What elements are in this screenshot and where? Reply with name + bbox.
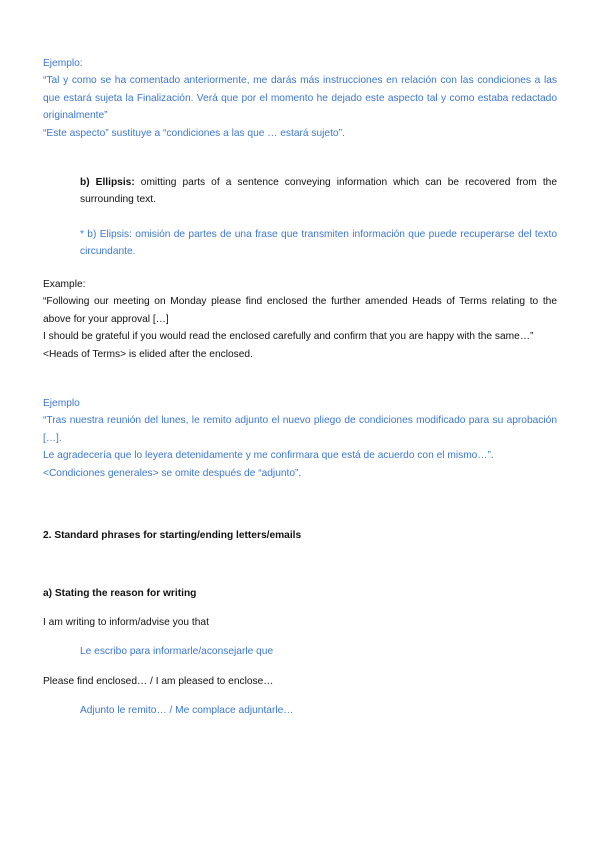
ellipsis-text: omitting parts of a sentence conveying information which can be recovered from the surrounding text. bbox=[80, 177, 557, 206]
phrase-1-es: Le escribo para informarle/aconsejarle que bbox=[80, 646, 274, 657]
subsection-a-heading: a) Stating the reason for writing bbox=[43, 588, 197, 599]
ellipsis-translation bbox=[80, 226, 557, 261]
phrase-1-es-block bbox=[80, 643, 557, 660]
phrase-1-en-block bbox=[43, 614, 557, 631]
section-2-heading-block bbox=[43, 527, 557, 544]
example-en-heading: Example: bbox=[43, 279, 86, 290]
example-es-2-heading: Ejemplo bbox=[43, 398, 80, 409]
example-es-2-line2: Le agradecería que lo leyera detenidamente y me confirmara que está de acuerdo con el mismo…”. bbox=[43, 450, 494, 462]
phrase-2-es: Adjunto le remito… / Me complace adjuntarle… bbox=[80, 705, 294, 716]
example-en-line2: I should be grateful if you would read the enclosed carefully and confirm that you are happy with the same…” bbox=[43, 331, 534, 343]
example-es-2-line3: <Condiciones generales> se omite después de “adjunto”. bbox=[43, 467, 302, 479]
subsection-a-block bbox=[43, 585, 557, 602]
section-2-heading: 2. Standard phrases for starting/ending letters/emails bbox=[43, 530, 302, 541]
phrase-1-en: I am writing to inform/advise you that bbox=[43, 617, 209, 628]
phrase-2-en-block bbox=[43, 673, 557, 690]
example-es-1-quote: “Tal y como se ha comentado anteriormente, me darás más instrucciones en relación con las condiciones a las que estará sujeta la Finalización. Verá que por el momento he dejado este aspecto tal y como estaba redactado originalmente” bbox=[43, 75, 557, 122]
example-es-1 bbox=[43, 55, 557, 142]
example-es-1-note: “Este aspecto” sustituye a “condiciones a las que … estará sujeto”. bbox=[43, 127, 345, 139]
phrase-2-es-block bbox=[80, 702, 557, 719]
example-es-2 bbox=[43, 395, 557, 482]
example-en bbox=[43, 276, 557, 363]
ellipsis-term: b) Ellipsis: bbox=[80, 177, 135, 188]
phrase-2-en: Please find enclosed… / I am pleased to enclose… bbox=[43, 676, 274, 687]
example-es-2-line1: “Tras nuestra reunión del lunes, le remito adjunto el nuevo pliego de condiciones modificado para su aprobación […]. bbox=[43, 415, 557, 444]
example-es-1-heading: Ejemplo: bbox=[43, 58, 83, 69]
example-en-line3: <Heads of Terms> is elided after the enclosed. bbox=[43, 348, 253, 360]
example-en-line1: “Following our meeting on Monday please find enclosed the further amended Heads of Terms relating to the above for your approval […] bbox=[43, 296, 557, 325]
ellipsis-paragraph bbox=[80, 174, 557, 209]
ellipsis-definition bbox=[80, 174, 557, 209]
ellipsis-translation-text: * b) Elipsis: omisión de partes de una frase que transmiten información que puede recuperarse del texto circundante. bbox=[80, 229, 557, 258]
